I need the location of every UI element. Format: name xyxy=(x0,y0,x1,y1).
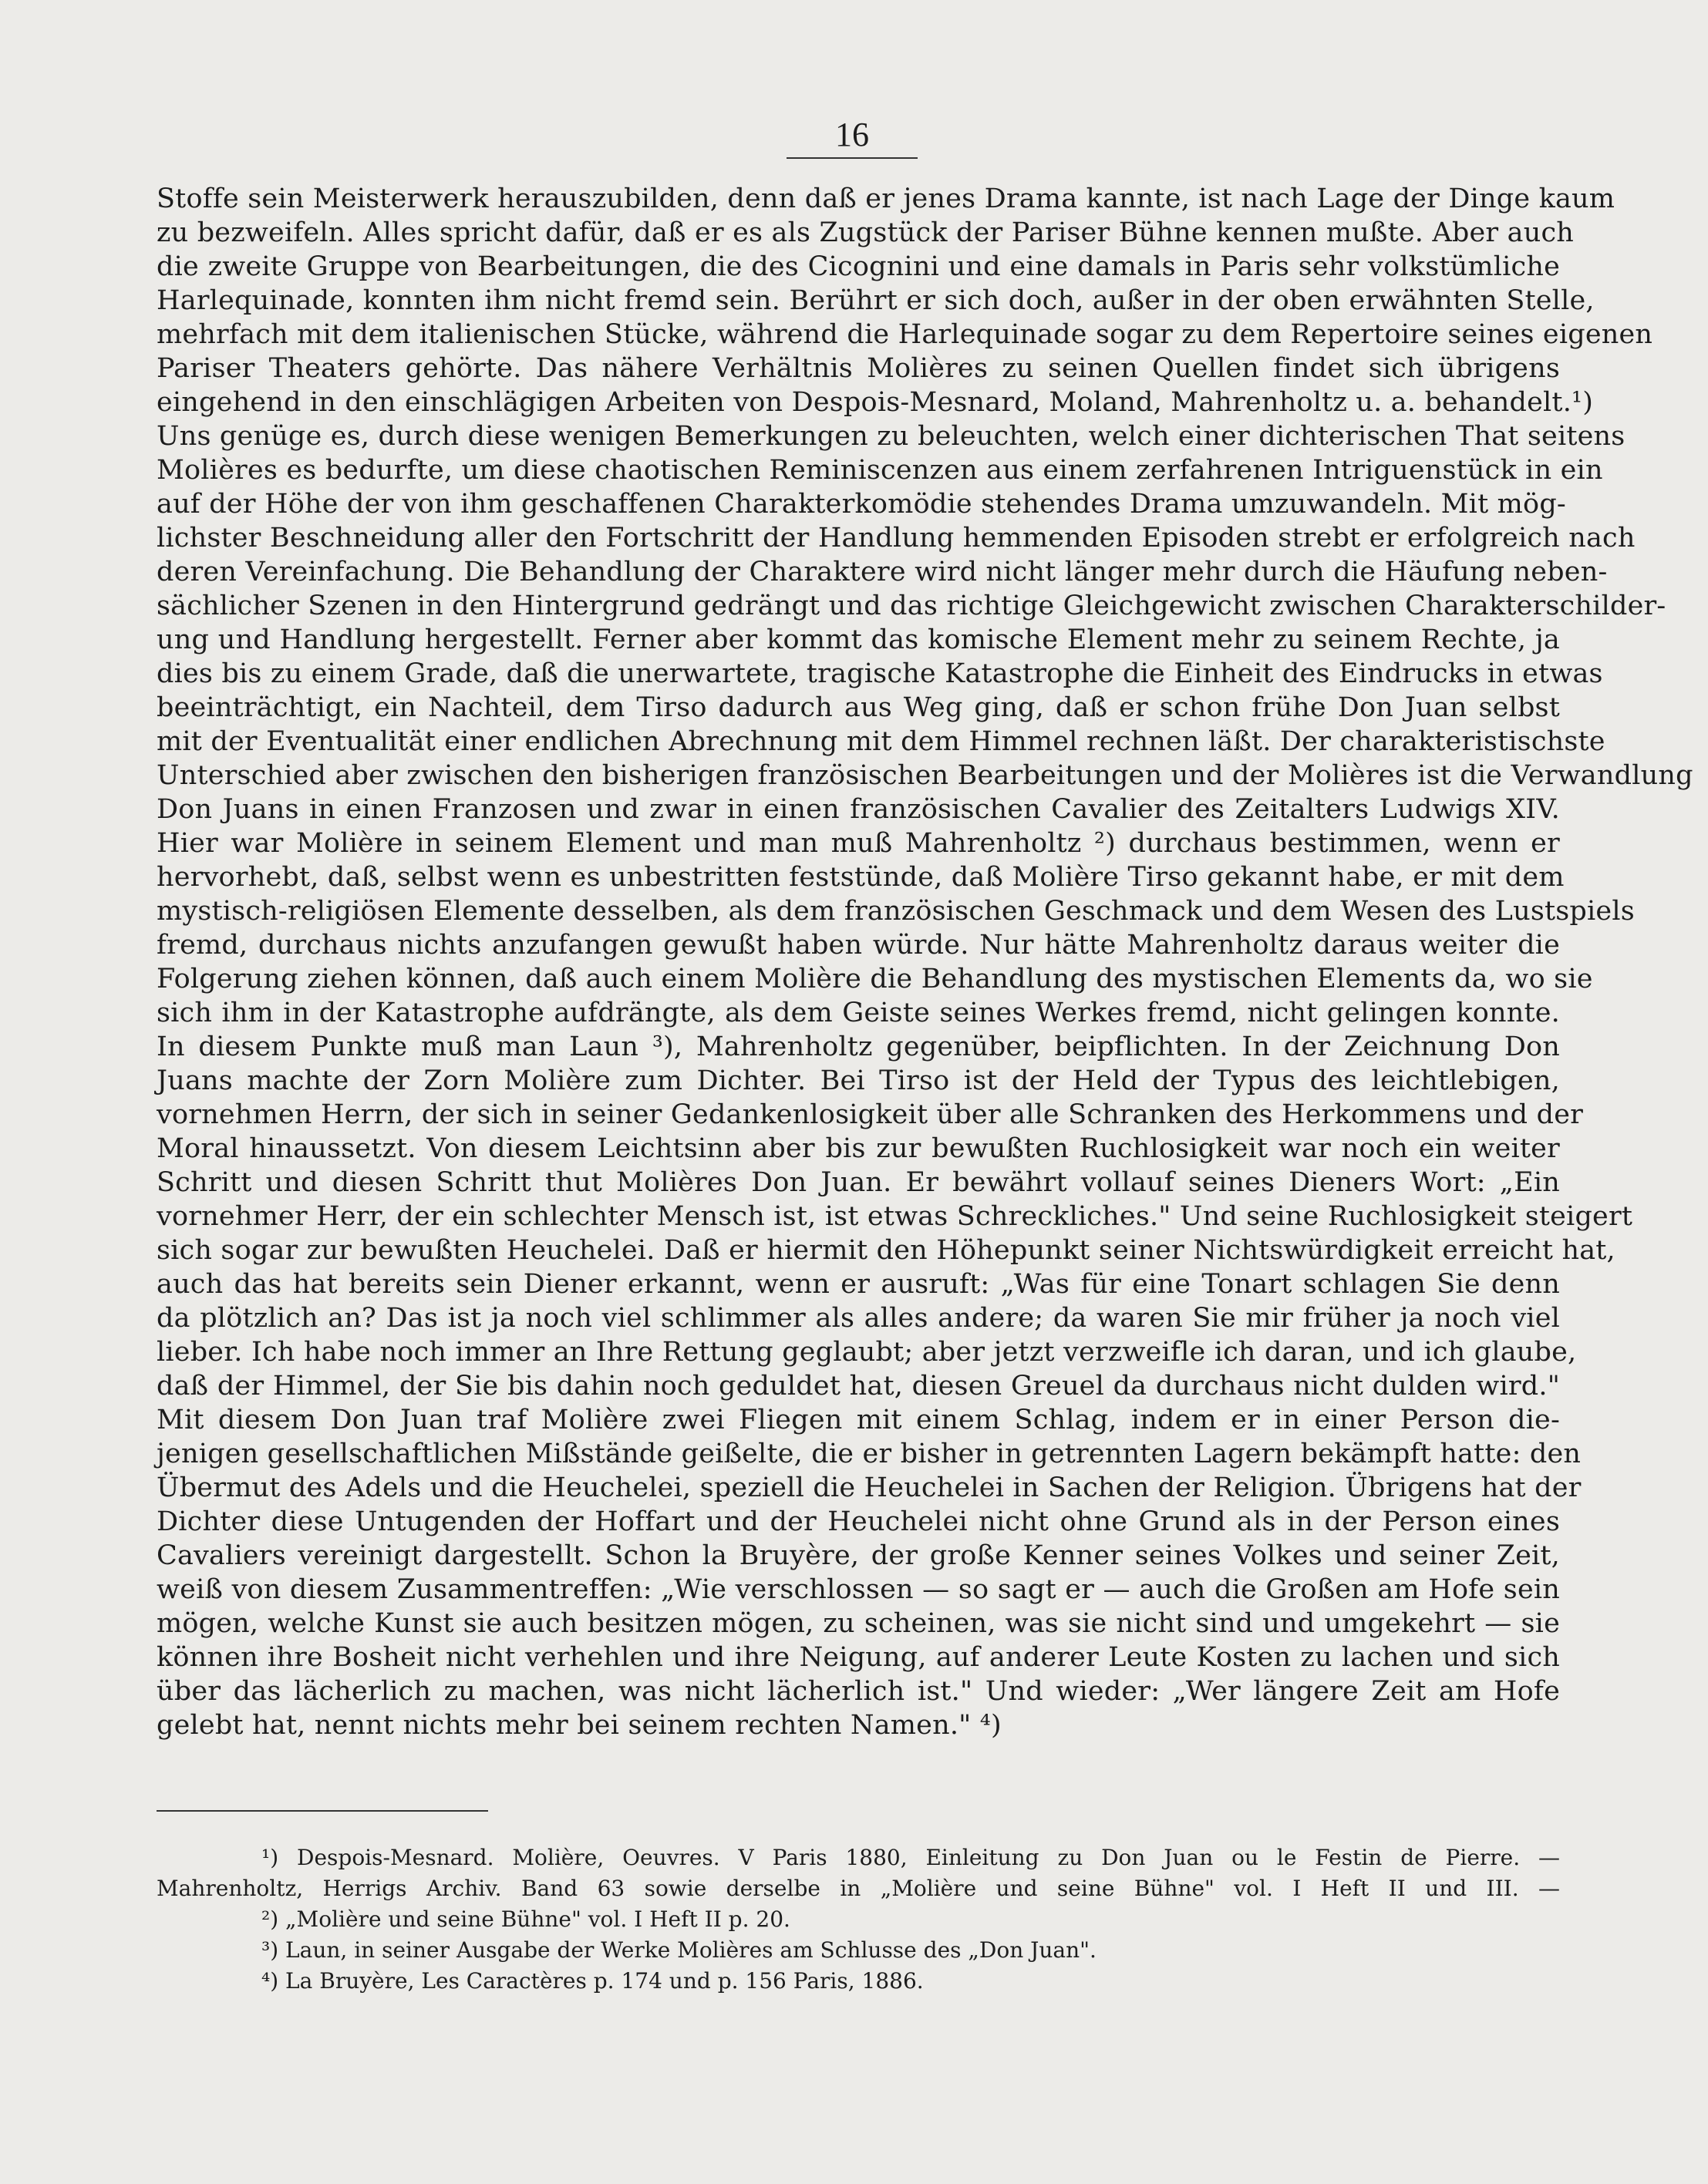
text-line: da plötzlich an? Das ist ja noch viel schlimmer als alles andere; da waren Sie mir früher ja noch viel xyxy=(157,1303,1560,1334)
text-line: hervorhebt, daß, selbst wenn es unbestritten feststünde, daß Molière Tirso gekannt habe, er mit dem xyxy=(157,862,1565,893)
text-line: Molières es bedurfte, um diese chaotischen Reminiscenzen aus einem zerfahrenen Intriguenstück in ein xyxy=(157,455,1603,486)
text-line: Mit diesem Don Juan traf Molière zwei Fliegen mit einem Schlag, indem er in einer Person die- xyxy=(157,1405,1560,1435)
text-line: Übermut des Adels und die Heuchelei, speziell die Heuchelei in Sachen der Religion. Übrigens hat der xyxy=(157,1472,1582,1503)
text-line: daß der Himmel, der Sie bis dahin noch geduldet hat, diesen Greuel da durchaus nicht dulden wird." xyxy=(157,1371,1560,1402)
text-line: Dichter diese Untugenden der Hoffart und der Heuchelei nicht ohne Grund als in der Person eines xyxy=(157,1506,1560,1537)
text-line: mehrfach mit dem italienischen Stücke, während die Harlequinade sogar zu dem Repertoire seines eigenen xyxy=(157,319,1653,350)
text-line: vornehmen Herrn, der sich in seiner Gedankenlosigkeit über alle Schranken des Herkommens und der xyxy=(157,1099,1584,1130)
footnote-2: ²) „Molière und seine Bühne" vol. I Heft II p. 20. xyxy=(261,1906,790,1932)
text-line: eingehend in den einschlägigen Arbeiten von Despois-Mesnard, Moland, Mahrenholtz u. a. behandelt.¹) xyxy=(157,387,1594,418)
text-line: Cavaliers vereinigt dargestellt. Schon la Bruyère, der große Kenner seines Volkes und seiner Zeit, xyxy=(157,1540,1560,1571)
text-line: sich sogar zur bewußten Heuchelei. Daß er hiermit den Höhepunkt seiner Nichtswürdigkeit erreicht hat, xyxy=(157,1235,1615,1266)
text-line: über das lächerlich zu machen, was nicht lächerlich ist." Und wieder: „Wer längere Zeit am Hofe xyxy=(157,1676,1560,1707)
footnote-1-line-1: ¹) Despois-Mesnard. Molière, Oeuvres. V Paris 1880, Einleitung zu Don Juan ou le Festin de Pierre. — xyxy=(261,1845,1560,1870)
footnote-3: ³) Laun, in seiner Ausgabe der Werke Molières am Schlusse des „Don Juan". xyxy=(261,1937,1097,1963)
text-line: lieber. Ich habe noch immer an Ihre Rettung geglaubt; aber jetzt verzweifle ich daran, und ich glaube, xyxy=(157,1337,1577,1368)
text-line: Harlequinade, konnten ihm nicht fremd sein. Berührt er sich doch, außer in der oben erwähnten Stelle, xyxy=(157,285,1595,316)
text-line: jenigen gesellschaftlichen Mißstände geißelte, die er bisher in getrennten Lagern bekämpft hatte: den xyxy=(157,1439,1582,1469)
text-line: Hier war Molière in seinem Element und man muß Mahrenholtz ²) durchaus bestimmen, wenn er xyxy=(157,828,1560,859)
text-line: mit der Eventualität einer endlichen Abrechnung mit dem Himmel rechnen läßt. Der charakteristischste xyxy=(157,726,1605,757)
text-line: sich ihm in der Katastrophe aufdrängte, als dem Geiste seines Werkes fremd, nicht gelingen konnte. xyxy=(157,998,1560,1028)
text-line: dies bis zu einem Grade, daß die unerwartete, tragische Katastrophe die Einheit des Eindrucks in etwas xyxy=(157,658,1603,689)
footnotes xyxy=(157,1842,1560,1997)
text-line: zu bezweifeln. Alles spricht dafür, daß er es als Zugstück der Pariser Bühne kennen mußte. Aber auch xyxy=(157,217,1575,248)
footnote-1-line-2: Mahrenholtz, Herrigs Archiv. Band 63 sowie derselbe in „Molière und seine Bühne" vol. I Heft II und III. — xyxy=(157,1876,1560,1901)
text-line: die zweite Gruppe von Bearbeitungen, die des Cicognini und eine damals in Paris sehr volkstümliche xyxy=(157,251,1560,282)
body-text xyxy=(157,182,1693,1742)
page-number: 16 xyxy=(835,116,869,153)
text-line: Uns genüge es, durch diese wenigen Bemerkungen zu beleuchten, welch einer dichterischen That seitens xyxy=(157,421,1625,452)
text-line: mystisch-religiösen Elemente desselben, als dem französischen Geschmack und dem Wesen des Lustspiels xyxy=(157,896,1635,927)
text-line: ung und Handlung hergestellt. Ferner aber kommt das komische Element mehr zu seinem Rechte, ja xyxy=(157,624,1560,655)
text-line: gelebt hat, nennt nichts mehr bei seinem rechten Namen." ⁴) xyxy=(157,1710,1002,1741)
text-line: vornehmer Herr, der ein schlechter Mensch ist, ist etwas Schreckliches." Und seine Ruchlosigkeit steigert xyxy=(157,1201,1633,1232)
text-line: Schritt und diesen Schritt thut Molières Don Juan. Er bewährt vollauf seines Dieners Wort: „Ein xyxy=(157,1167,1560,1198)
header-rule xyxy=(787,157,918,159)
footnote-rule xyxy=(157,1810,488,1812)
text-line: Pariser Theaters gehörte. Das nähere Verhältnis Molières zu seinen Quellen findet sich übrigens xyxy=(157,353,1560,384)
text-line: sächlicher Szenen in den Hintergrund gedrängt und das richtige Gleichgewicht zwischen Charakterschilder- xyxy=(157,591,1666,621)
text-line: lichster Beschneidung aller den Fortschritt der Handlung hemmenden Episoden strebt er erfolgreich nach xyxy=(157,523,1636,554)
text-line: weiß von diesem Zusammentreffen: „Wie verschlossen — so sagt er — auch die Großen am Hofe sein xyxy=(157,1574,1560,1605)
text-line: fremd, durchaus nichts anzufangen gewußt haben würde. Nur hätte Mahrenholtz daraus weiter die xyxy=(157,930,1560,961)
text-line: können ihre Bosheit nicht verhehlen und ihre Neigung, auf anderer Leute Kosten zu lachen und sich xyxy=(157,1642,1560,1673)
text-line: beeinträchtigt, ein Nachteil, dem Tirso dadurch aus Weg ging, daß er schon frühe Don Juan selbst xyxy=(157,692,1560,723)
text-line: In diesem Punkte muß man Laun ³), Mahrenholtz gegenüber, beipflichten. In der Zeichnung Don xyxy=(157,1031,1560,1062)
text-line: deren Vereinfachung. Die Behandlung der Charaktere wird nicht länger mehr durch die Häufung neben- xyxy=(157,557,1608,587)
text-line: Folgerung ziehen können, daß auch einem Molière die Behandlung des mystischen Elements da, wo sie xyxy=(157,964,1593,994)
footnote-4: ⁴) La Bruyère, Les Caractères p. 174 und p. 156 Paris, 1886. xyxy=(261,1968,924,1994)
text-line: auf der Höhe der von ihm geschaffenen Charakterkomödie stehendes Drama umzuwandeln. Mit mög- xyxy=(157,489,1566,520)
text-line: Moral hinaussetzt. Von diesem Leichtsinn aber bis zur bewußten Ruchlosigkeit war noch ein weiter xyxy=(157,1133,1560,1164)
text-line: Stoffe sein Meisterwerk herauszubilden, denn daß er jenes Drama kannte, ist nach Lage der Dinge kaum xyxy=(157,183,1615,214)
text-line: mögen, welche Kunst sie auch besitzen mögen, zu scheinen, was sie nicht sind und umgekehrt — sie xyxy=(157,1608,1560,1639)
text-line: Unterschied aber zwischen den bisherigen französischen Bearbeitungen und der Molières ist die Verwandlung xyxy=(157,760,1693,791)
text-line: Don Juans in einen Franzosen und zwar in einen französischen Cavalier des Zeitalters Ludwigs XIV. xyxy=(157,794,1560,825)
text-line: auch das hat bereits sein Diener erkannt, wenn er ausruft: „Was für eine Tonart schlagen Sie denn xyxy=(157,1269,1560,1300)
text-line: Juans machte der Zorn Molière zum Dichter. Bei Tirso ist der Held der Typus des leichtlebigen, xyxy=(157,1065,1560,1096)
